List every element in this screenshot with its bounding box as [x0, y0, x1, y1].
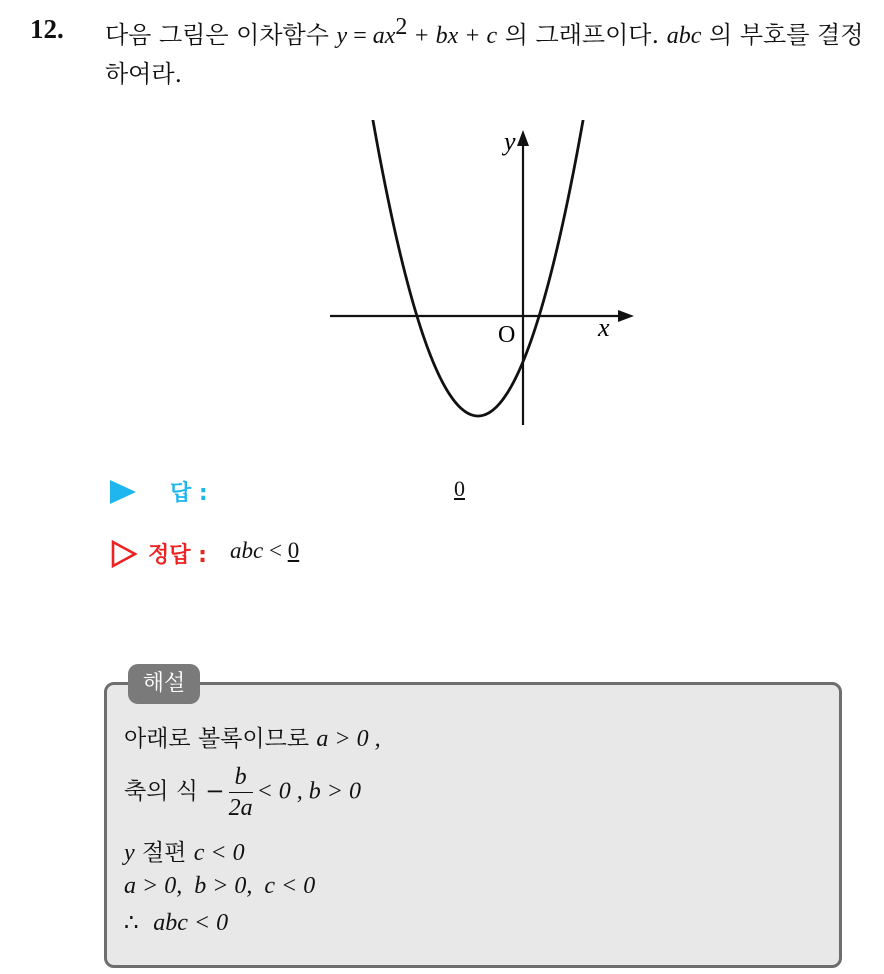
- solution-line-2: [124, 762, 361, 823]
- function-rest: + bx + c: [407, 23, 498, 49]
- y-axis-arrow: [517, 130, 529, 146]
- x-axis-arrow: [618, 310, 634, 322]
- correct-expr-op: <: [263, 538, 288, 563]
- answer-row: [110, 474, 710, 510]
- axis-fraction: [229, 762, 253, 823]
- question-text-before: 다음 그림은 이차함수: [105, 21, 337, 49]
- parabola-curve: [365, 120, 591, 416]
- solution-line-2-math: < 0 , b > 0: [256, 778, 361, 805]
- question-abc: abc: [666, 23, 702, 49]
- correct-answer-expr: [230, 538, 299, 564]
- solution-line-4-math: a > 0, b > 0, c < 0: [124, 873, 316, 899]
- solution-line-5-math: abc < 0: [153, 910, 229, 936]
- solution-line-1-text: 아래로 볼록이므로: [124, 726, 317, 752]
- fraction-numerator: b: [229, 762, 253, 793]
- function-eq: =: [347, 23, 373, 49]
- correct-answer-row: [110, 536, 710, 572]
- function-exponent: 2: [395, 14, 408, 40]
- play-triangle-icon: [110, 480, 136, 504]
- outline-triangle-icon: [110, 540, 138, 568]
- solution-line-3-var: y: [124, 840, 135, 866]
- answer-value: 0: [454, 476, 465, 501]
- solution-line-1-math: a > 0 ,: [316, 726, 381, 752]
- y-axis-label: y: [504, 127, 516, 156]
- parabola-graph: [320, 120, 640, 440]
- solution-line-5: [124, 910, 228, 937]
- function-ax: ax: [372, 23, 396, 49]
- correct-expr-var: abc: [230, 538, 264, 563]
- solution-tab: 해설: [128, 664, 200, 704]
- question-text: [105, 16, 875, 93]
- solution-line-1: [124, 720, 381, 753]
- solution-line-3-math: c < 0: [193, 840, 245, 866]
- therefore-symbol: ∴: [124, 910, 139, 936]
- fraction-denominator: 2a: [228, 795, 253, 821]
- answer-label: 답 :: [170, 481, 208, 506]
- solution-line-4: [124, 873, 315, 900]
- question-text-middle: 의 그래프이다.: [497, 21, 667, 49]
- correct-answer-label: 정답 :: [148, 543, 207, 568]
- correct-expr-val: 0: [287, 538, 300, 563]
- question-number: 12.: [30, 14, 64, 44]
- origin-label: O: [498, 322, 516, 348]
- function-y: y: [336, 23, 348, 49]
- solution-line-3-text: 절편: [134, 840, 194, 866]
- solution-line-3: [124, 834, 245, 867]
- solution-line-2-text: 축의 식 −: [124, 778, 225, 805]
- question-text-after: 의 부호를 결정하여라.: [105, 21, 864, 88]
- x-axis-label: x: [598, 313, 610, 342]
